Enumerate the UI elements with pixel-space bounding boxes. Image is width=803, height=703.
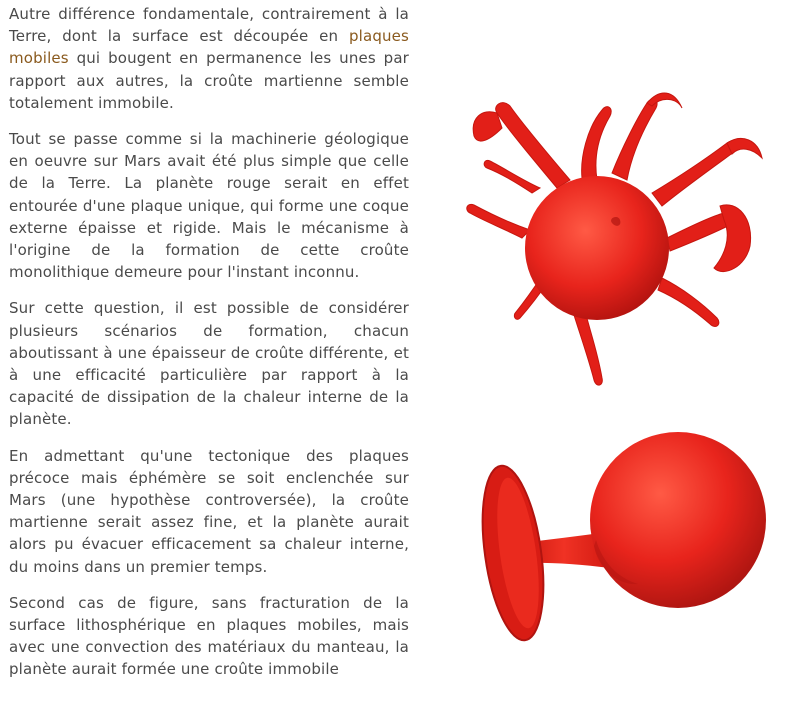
paragraph-2: Tout se passe comme si la machinerie géologique en oeuvre sur Mars avait été plus simple que celle de la Terre. La planète rouge serait en effet entourée d'une plaque unique, qui forme une coque externe épaisse et rigide. Mais le mécanisme à l'origine de la formation de cette croûte monolithique demeure pour l'instant inconnu. (9, 130, 409, 282)
paragraph-3: Sur cette question, il est possible de considérer plusieurs scénarios de formation, chacun aboutissant à une épaisseur de croûte différente, et à une efficacité particulière par rapport à la capacité de dissipation de la chaleur interne de la planète. (9, 299, 409, 429)
paragraph-1-start: Autre différence fondamentale, contrairement à la Terre, dont la surface est découpée en (9, 5, 409, 46)
paragraph-5: Second cas de figure, sans fracturation de la surface lithosphérique en plaques mobiles, mais avec une convection des matériaux du manteau, la planète aurait formée une croûte immobile (9, 593, 409, 679)
spiky-mantle-model-image (462, 88, 772, 393)
single-plume-svg (478, 428, 768, 703)
single-plume-model-image (478, 428, 768, 703)
spiky-mantle-svg (462, 88, 772, 393)
mantle-sphere (525, 176, 669, 320)
paragraph-1 (9, 3, 409, 114)
plaques-mobiles-link[interactable]: plaques mobiles (9, 27, 409, 68)
paragraph-1-end: qui bougent en permanence les unes par rapport aux autres, la croûte martienne semble totalement immobile. (9, 49, 409, 112)
article-text (9, 3, 409, 695)
planet-sphere (590, 432, 766, 608)
paragraph-4: En admettant qu'une tectonique des plaques précoce mais éphémère se soit enclenchée sur Mars (une hypothèse controversée), la croûte martienne serait assez fine, et la planète aurait alors pu évacuer efficacement sa chaleur interne, du moins dans un premier temps. (9, 446, 409, 576)
